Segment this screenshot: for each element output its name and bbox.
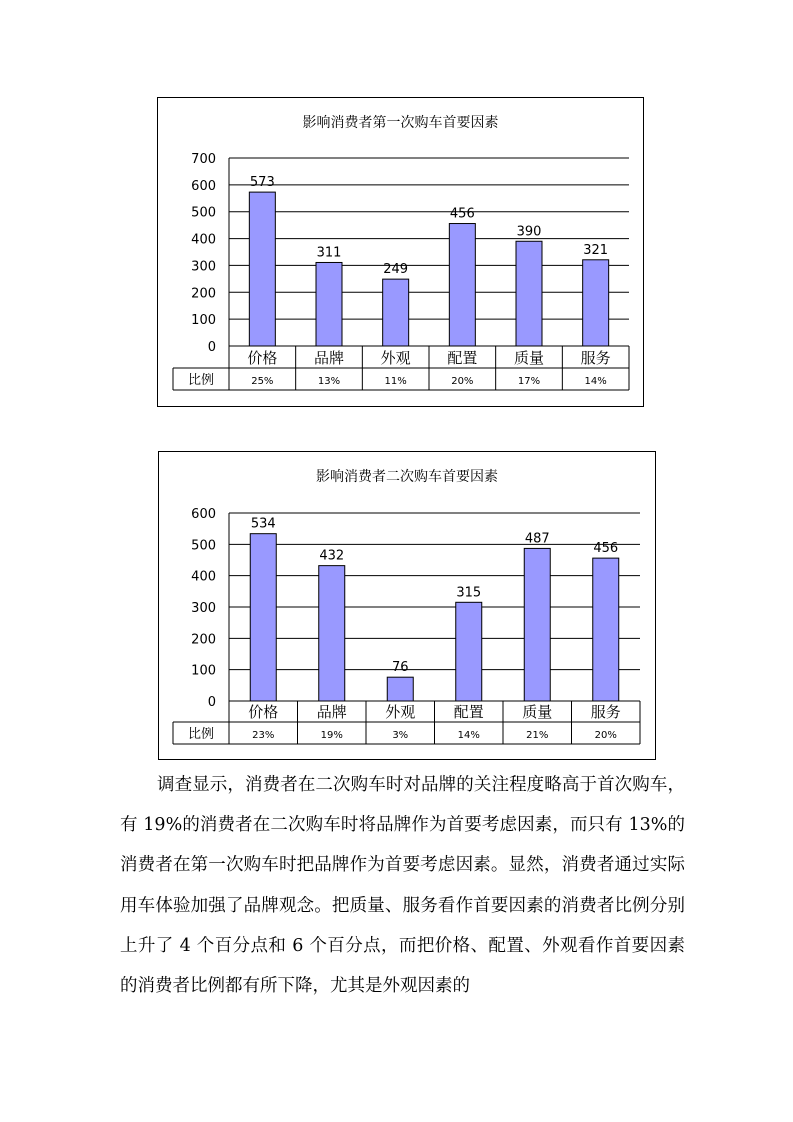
category-label: 品牌 xyxy=(313,349,345,367)
y-tick-label: 600 xyxy=(191,178,216,194)
data-label: 487 xyxy=(524,531,550,547)
data-label: 249 xyxy=(383,262,409,278)
category-label: 服务 xyxy=(580,349,611,367)
data-label: 432 xyxy=(319,548,345,564)
ratio-value: 19% xyxy=(320,730,343,741)
category-label: 价格 xyxy=(247,349,278,367)
table-row-label: 比例 xyxy=(187,373,215,388)
y-tick-label: 500 xyxy=(191,538,216,554)
data-label: 311 xyxy=(316,245,342,261)
bar xyxy=(583,260,609,346)
chart-title: 影响消费者二次购车首要因素 xyxy=(316,469,498,485)
ratio-value: 21% xyxy=(526,730,549,741)
category-label: 服务 xyxy=(590,703,621,721)
ratio-value: 23% xyxy=(252,730,275,741)
y-tick-label: 400 xyxy=(191,232,216,248)
bar xyxy=(593,558,619,701)
y-tick-label: 300 xyxy=(191,601,216,616)
y-tick-label: 600 xyxy=(191,507,216,522)
category-label: 质量 xyxy=(522,703,553,721)
bar xyxy=(319,566,345,701)
y-tick-label: 400 xyxy=(191,569,216,585)
chart-svg xyxy=(158,451,656,760)
bar xyxy=(383,279,409,346)
y-tick-label: 100 xyxy=(191,313,216,329)
bar xyxy=(456,602,482,701)
ratio-value: 20% xyxy=(451,376,474,387)
data-label: 390 xyxy=(516,224,542,240)
ratio-value: 11% xyxy=(384,376,407,387)
ratio-value: 3% xyxy=(392,730,409,741)
data-label: 573 xyxy=(249,175,275,191)
category-label: 价格 xyxy=(248,703,279,721)
category-label: 外观 xyxy=(380,349,411,367)
first-purchase-factors-chart xyxy=(157,97,644,407)
bar xyxy=(249,192,275,346)
ratio-value: 25% xyxy=(251,376,274,387)
bar xyxy=(516,241,542,346)
y-tick-label: 200 xyxy=(191,286,216,302)
category-label: 品牌 xyxy=(316,703,347,721)
chart-svg xyxy=(157,97,644,407)
table-row-label: 比例 xyxy=(187,727,215,742)
second-purchase-factors-chart xyxy=(158,451,656,760)
data-label: 456 xyxy=(449,206,475,222)
category-label: 质量 xyxy=(513,349,545,367)
ratio-value: 20% xyxy=(594,730,617,741)
data-label: 456 xyxy=(593,541,619,557)
ratio-value: 13% xyxy=(317,376,341,387)
y-tick-label: 200 xyxy=(191,632,216,648)
y-tick-label: 0 xyxy=(207,695,216,710)
y-tick-label: 500 xyxy=(191,205,216,221)
y-tick-label: 700 xyxy=(191,152,216,167)
bar xyxy=(524,548,550,701)
category-label: 外观 xyxy=(385,703,416,721)
ratio-value: 17% xyxy=(517,376,541,387)
data-label: 315 xyxy=(456,585,482,601)
y-tick-label: 0 xyxy=(207,340,216,355)
ratio-value: 14% xyxy=(584,376,607,387)
bar xyxy=(316,262,342,346)
body-paragraph: 调查显示，消费者在二次购车时对品牌的关注程度略高于首次购车，有 19%的消费者在二次购车时将品牌作为首要考虑因素，而只有 13%的消费者在第一次购车时把品牌作为首要考虑因素。显然，消费者通过实际用车体验加强了品牌观念。把质量、服务看作首要因素的消费者比例分别上升了 4 个百分点和 6 个百分点，而把价格、配置、外观看作首要因素的消费者比例都有所下降，尤其是外观因素的 xyxy=(120,775,685,997)
data-label: 76 xyxy=(391,660,409,676)
chart-title: 影响消费者第一次购车首要因素 xyxy=(302,115,499,131)
data-label: 321 xyxy=(583,242,609,258)
category-label: 配置 xyxy=(447,349,478,367)
y-tick-label: 300 xyxy=(191,259,216,275)
bar xyxy=(387,677,413,701)
bar xyxy=(250,534,276,701)
y-tick-label: 100 xyxy=(191,663,216,679)
category-label: 配置 xyxy=(453,703,484,721)
data-label: 534 xyxy=(250,516,276,532)
bar xyxy=(449,224,475,346)
ratio-value: 14% xyxy=(457,730,480,741)
